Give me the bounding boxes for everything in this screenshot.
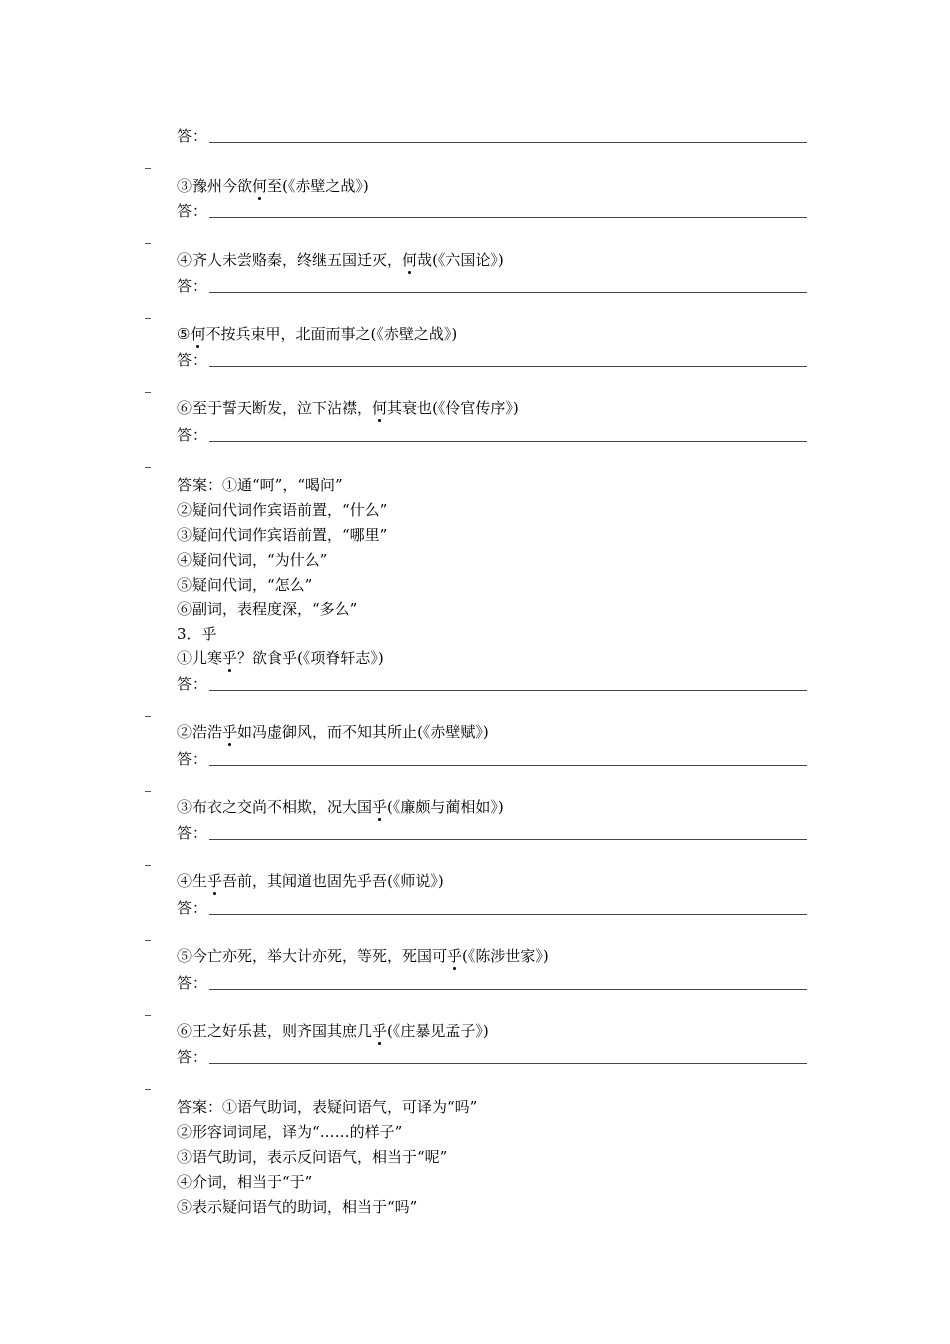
question-item [177,871,444,891]
item-text: 如冯虚御风，而不知其所止 [237,723,418,741]
answer-label: 答： [177,675,208,693]
answer-key-line: ③语气助词，表示反问语气，相当于“呢” [177,1148,448,1166]
item-source: (《廉颇与蔺相如》) [387,798,504,816]
answer-line[interactable] [177,749,807,769]
separator-dash [145,791,151,792]
separator-dash [145,168,151,169]
question-item [177,176,369,196]
answer-label: 答： [177,277,208,295]
emphasized-char: 乎 [222,723,238,741]
item-text: 齐人未尝赂秦，终继五国迁灭， [192,251,403,269]
answer-label: 答： [177,426,208,444]
emphasized-char: 乎 [207,872,223,890]
separator-dash [145,940,151,941]
item-number: ① [177,649,193,667]
item-number: ④ [177,251,193,269]
item-text: 其衰也 [387,399,433,417]
item-number: ⑥ [177,399,193,417]
separator-dash [145,243,151,244]
item-text: 至 [267,177,283,195]
answer-key-line: 答案：①通“呵”，“喝问” [177,476,343,494]
item-text: 不按兵束甲，北面而事之 [205,325,371,343]
item-source: (《陈涉世家》) [462,947,549,965]
emphasized-char: 乎 [372,798,388,816]
separator-dash [145,1089,151,1090]
emphasized-char: 何 [372,399,388,417]
answer-label: 答： [177,974,208,992]
answer-label: 答： [177,1048,208,1066]
emphasized-char: 何 [252,177,268,195]
item-source: (《赤壁之战》) [282,177,369,195]
question-item [177,648,384,668]
answer-label: 答： [177,899,208,917]
answer-line[interactable] [177,276,807,296]
item-text: 吾前，其闻道也固先乎吾 [222,872,388,890]
item-source: (《庄暴见孟子》) [387,1022,489,1040]
answer-key-line: ③疑问代词作宾语前置，“哪里” [177,526,388,544]
item-number: ④ [177,872,193,890]
emphasized-char: 何 [402,251,418,269]
answer-key-line: ④介词，相当于“于” [177,1173,313,1191]
answer-line[interactable] [177,674,807,694]
separator-dash [145,716,151,717]
answer-line[interactable] [177,126,807,146]
item-text: 生 [192,872,208,890]
item-text: ？欲食乎 [237,649,298,667]
item-source: (《六国论》) [432,251,504,269]
question-item [177,797,504,817]
answer-key-line: ⑤疑问代词，“怎么” [177,576,313,594]
item-text: 今亡亦死，举大计亦死，等死，死国可 [192,947,448,965]
answer-label: 答： [177,750,208,768]
item-number: ③ [177,798,193,816]
answer-line[interactable] [177,823,807,843]
answer-label: 答： [177,824,208,842]
question-item [177,398,519,418]
question-item [177,946,549,966]
answer-label: 答： [177,202,208,220]
item-source: (《师说》) [387,872,444,890]
answer-key-line: ②形容词词尾，译为“……的样子” [177,1123,403,1141]
answer-line[interactable] [177,1047,807,1067]
answer-line[interactable] [177,898,807,918]
item-text: 至于誓天断发，泣下沾襟， [192,399,373,417]
item-text: 儿寒 [192,649,223,667]
question-item [177,250,504,270]
answer-line[interactable] [177,201,807,221]
question-item [177,324,457,344]
emphasized-char: 何 [190,325,206,343]
answer-label: 答： [177,351,208,369]
item-text: 豫州今欲 [192,177,253,195]
item-text: 王之好乐甚，则齐国其庶几 [192,1022,373,1040]
question-item [177,722,489,742]
item-source: (《赤壁赋》) [417,723,489,741]
emphasized-char: 乎 [447,947,463,965]
answer-line[interactable] [177,350,807,370]
separator-dash [145,1015,151,1016]
item-source: (《赤壁之战》) [370,325,458,343]
answer-line[interactable] [177,973,807,993]
item-text: 布衣之交尚不相欺，况大国 [192,798,373,816]
answer-key-line: 答案：①语气助词，表疑问语气，可译为“吗” [177,1098,478,1116]
item-number: ⑤ [177,325,191,343]
answer-line[interactable] [177,425,807,445]
separator-dash [145,467,151,468]
item-number: ③ [177,177,193,195]
answer-key-line: ⑥副词，表程度深，“多么” [177,600,358,618]
item-number: ② [177,723,193,741]
answer-key-line: ⑤表示疑问语气的助词，相当于“吗” [177,1198,418,1216]
answer-label: 答： [177,127,208,145]
item-number: ⑤ [177,947,193,965]
separator-dash [145,865,151,866]
separator-dash [145,318,151,319]
emphasized-char: 乎 [222,649,238,667]
answer-key-line: ②疑问代词作宾语前置，“什么” [177,501,388,519]
item-source: (《伶官传序》) [432,399,519,417]
emphasized-char: 乎 [372,1022,388,1040]
item-text: 浩浩 [192,723,223,741]
question-item [177,1021,489,1041]
answer-key-line: ④疑问代词，“为什么” [177,551,328,569]
section-heading: 3．乎 [177,625,217,643]
item-text: 哉 [417,251,433,269]
item-source: (《项脊轩志》) [297,649,384,667]
separator-dash [145,392,151,393]
item-number: ⑥ [177,1022,193,1040]
